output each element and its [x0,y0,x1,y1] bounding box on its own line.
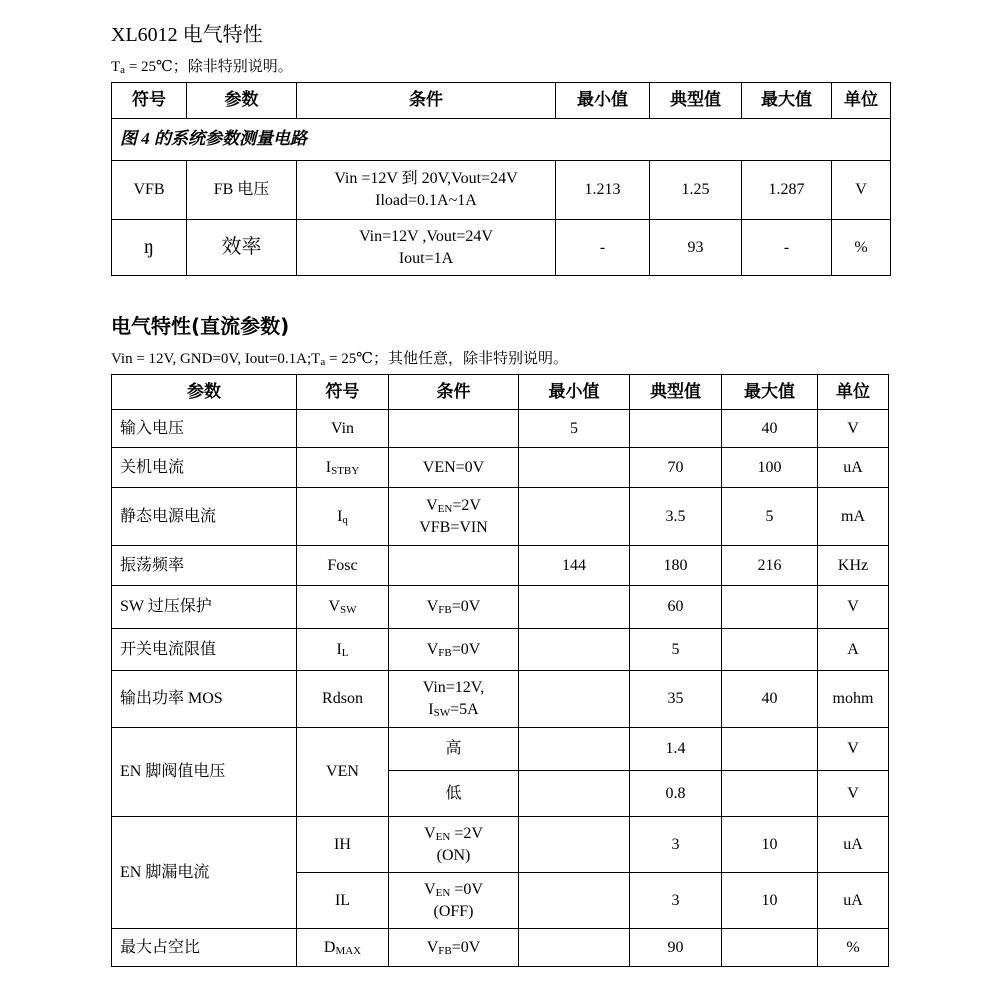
unit-cell: % [818,929,889,967]
symbol-cell: IH [297,817,389,873]
header-cell: 最大值 [722,375,818,410]
symbol-cell: $V_{SW}$ [297,586,389,629]
min-cell [519,671,630,728]
symbol-cell: VEN [297,728,389,817]
header-cell: 最小值 [556,83,650,119]
header-cell: 符号 [112,83,187,119]
table-section-row [112,119,891,161]
typ-cell: 1.4 [630,728,722,771]
header-cell: 单位 [832,83,891,119]
typ-cell: 1.25 [650,161,742,220]
table-row [112,488,889,546]
param-cell: FB 电压 [187,161,297,220]
max-cell: 216 [722,546,818,586]
param-cell: 振荡频率 [112,546,297,586]
min-cell [519,873,630,929]
min-cell [519,929,630,967]
condition-cell: $V_{FB}=0V$ [389,586,519,629]
unit-cell: % [832,220,891,276]
typ-cell [630,410,722,448]
header-cell: 参数 [112,375,297,410]
unit-cell: uA [818,817,889,873]
typ-cell: 93 [650,220,742,276]
table-row [112,629,889,671]
section-title-electrical: XL6012 电气特性 [111,24,263,46]
typ-cell: 180 [630,546,722,586]
typ-cell: 5 [630,629,722,671]
typ-cell: 3.5 [630,488,722,546]
symbol-cell: $I_{STBY}$ [297,448,389,488]
unit-cell: KHz [818,546,889,586]
symbol-cell: $D_{MAX}$ [297,929,389,967]
param-cell: 关机电流 [112,448,297,488]
table-row [112,929,889,967]
min-cell: 144 [519,546,630,586]
unit-cell: V [818,586,889,629]
dc-parameter-table [111,374,889,967]
max-cell [722,771,818,817]
unit-cell: mohm [818,671,889,728]
min-cell: 1.213 [556,161,650,220]
condition-cell: Vin=12V, $I_{SW}=5A$ [389,671,519,728]
unit-cell: uA [818,873,889,929]
max-cell [722,586,818,629]
symbol-cell: VFB [112,161,187,220]
unit-cell: V [818,410,889,448]
max-cell: 5 [722,488,818,546]
typ-cell: 3 [630,817,722,873]
min-cell [519,629,630,671]
max-cell: 10 [722,873,818,929]
max-cell [722,728,818,771]
min-cell [519,817,630,873]
section-label: 图 4 的系统参数测量电路 [112,119,891,161]
min-cell [519,488,630,546]
header-cell: 典型值 [650,83,742,119]
dc-condition-note: Vin = 12V, GND=0V, $Iout=0.1A;T_a$ = 25℃；其他任意，除非特别说明。 [111,351,568,368]
table-row [112,161,891,220]
param-cell: EN 脚阀值电压 [112,728,297,817]
param-cell: 输出功率 MOS [112,671,297,728]
header-cell: 条件 [389,375,519,410]
param-cell: 效率 [187,220,297,276]
min-cell: - [556,220,650,276]
typ-cell: 35 [630,671,722,728]
header-cell: 符号 [297,375,389,410]
unit-cell: mA [818,488,889,546]
condition-cell: $V_{EN}=2V$ VFB=VIN [389,488,519,546]
table-header-row [112,375,889,410]
unit-cell: uA [818,448,889,488]
table-row [112,220,891,276]
max-cell: 40 [722,410,818,448]
test-condition-note: $T_a$ = 25℃；除非特别说明。 [111,59,293,76]
symbol-cell: ŋ [112,220,187,276]
max-cell: - [742,220,832,276]
symbol-cell: Fosc [297,546,389,586]
table-row [112,671,889,728]
max-cell: 40 [722,671,818,728]
typ-cell: 0.8 [630,771,722,817]
table-row [112,546,889,586]
unit-cell: V [818,728,889,771]
symbol-cell: Vin [297,410,389,448]
unit-cell: V [818,771,889,817]
param-cell: 静态电源电流 [112,488,297,546]
condition-cell: VEN=0V [389,448,519,488]
header-cell: 单位 [818,375,889,410]
table-row [112,448,889,488]
min-cell [519,771,630,817]
table-row [112,410,889,448]
table-row [112,586,889,629]
condition-cell: 低 [389,771,519,817]
condition-cell [389,410,519,448]
min-cell [519,586,630,629]
condition-cell: $V_{EN} =2V$ (ON) [389,817,519,873]
typ-cell: 3 [630,873,722,929]
symbol-cell: $I_L$ [297,629,389,671]
unit-cell: A [818,629,889,671]
symbol-cell: Rdson [297,671,389,728]
header-cell: 参数 [187,83,297,119]
typ-cell: 90 [630,929,722,967]
param-cell: 最大占空比 [112,929,297,967]
condition-cell: $V_{FB}=0V$ [389,629,519,671]
param-cell: 开关电流限值 [112,629,297,671]
min-cell [519,448,630,488]
header-cell: 典型值 [630,375,722,410]
table-row [112,728,889,771]
min-cell [519,728,630,771]
condition-cell: $V_{EN} =0V$ (OFF) [389,873,519,929]
max-cell: 1.287 [742,161,832,220]
header-cell: 最小值 [519,375,630,410]
condition-cell: $V_{FB}=0V$ [389,929,519,967]
condition-cell: Vin =12V 到 20V,Vout=24V Iload=0.1A~1A [297,161,556,220]
unit-cell: V [832,161,891,220]
condition-cell [389,546,519,586]
min-cell: 5 [519,410,630,448]
max-cell [722,629,818,671]
electrical-table [111,82,891,276]
header-cell: 条件 [297,83,556,119]
table-row [112,817,889,873]
typ-cell: 70 [630,448,722,488]
section-title-dc: 电气特性(直流参数) [111,314,290,338]
symbol-cell: $I_q$ [297,488,389,546]
param-cell: 输入电压 [112,410,297,448]
condition-cell: 高 [389,728,519,771]
typ-cell: 60 [630,586,722,629]
max-cell: 10 [722,817,818,873]
symbol-cell: IL [297,873,389,929]
header-cell: 最大值 [742,83,832,119]
condition-cell: Vin=12V ,Vout=24V Iout=1A [297,220,556,276]
param-cell: EN 脚漏电流 [112,817,297,929]
param-cell: SW 过压保护 [112,586,297,629]
table-header-row [112,83,891,119]
max-cell [722,929,818,967]
max-cell: 100 [722,448,818,488]
